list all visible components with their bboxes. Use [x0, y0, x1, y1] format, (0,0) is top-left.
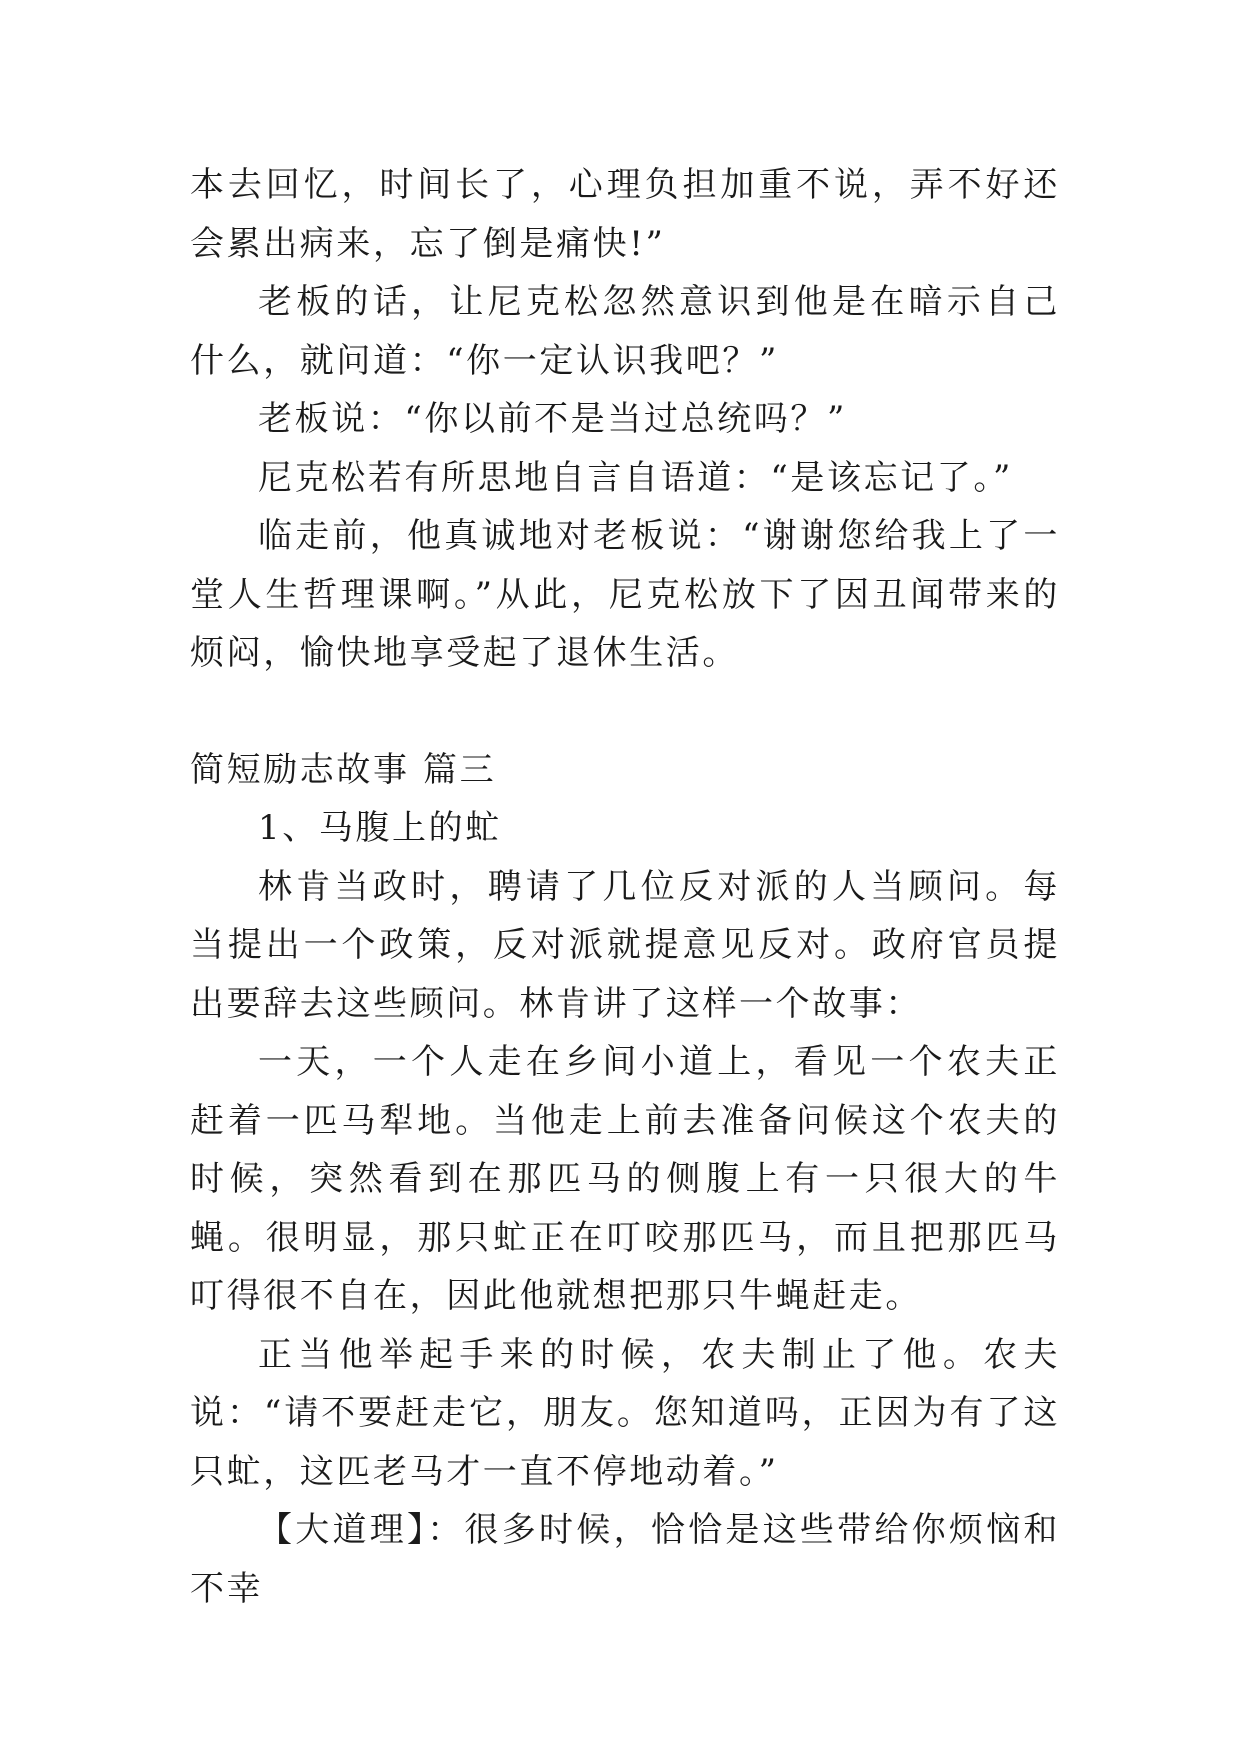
- paragraph: 正当他举起手来的时候，农夫制止了他。农夫说：“请不要赶走它，朋友。您知道吗，正因为有了这只虻，这匹老马才一直不停地动着。”: [190, 1334, 1060, 1492]
- story-title: 1、马腹上的虻: [258, 808, 502, 848]
- paragraph-continued: 本去回忆，时间长了，心理负担加重不说，弄不好还会累出病来，忘了倒是痛快!”: [190, 165, 1060, 264]
- paragraph: 尼克松若有所思地自言自语道：“是该忘记了。”: [258, 457, 1013, 498]
- paragraph: 林肯当政时，聘请了几位反对派的人当顾问。每当提出一个政策，反对派就提意见反对。政府官员提出要辞去这些顾问。林肯讲了这样一个故事：: [190, 866, 1060, 1024]
- document-body: [190, 156, 1060, 1618]
- paragraph: 临走前，他真诚地对老板说：“谢谢您给我上了一堂人生哲理课啊。”从此，尼克松放下了因丑闻带来的烦闷，愉快地享受起了退休生活。: [190, 516, 1060, 673]
- paragraph: 老板说：“你以前不是当过总统吗？”: [258, 399, 847, 439]
- section-heading: 简短励志故事 篇三: [190, 749, 497, 790]
- paragraph-lesson: 【大道理】：很多时候，恰恰是这些带给你烦恼和不幸: [190, 1510, 1060, 1609]
- paragraph: 老板的话，让尼克松忽然意识到他是在暗示自己什么，就问道：“你一定认识我吧？”: [190, 282, 1060, 381]
- paragraph: 一天，一个人走在乡间小道上，看见一个农夫正赶着一匹马犁地。当他走上前去准备问候这个农夫的时候，突然看到在那匹马的侧腹上有一只很大的牛蝇。很明显，那只虻正在叮咬那匹马，而且把那匹马叮得很不自在，因此他就想把那只牛蝇赶走。: [190, 1042, 1060, 1316]
